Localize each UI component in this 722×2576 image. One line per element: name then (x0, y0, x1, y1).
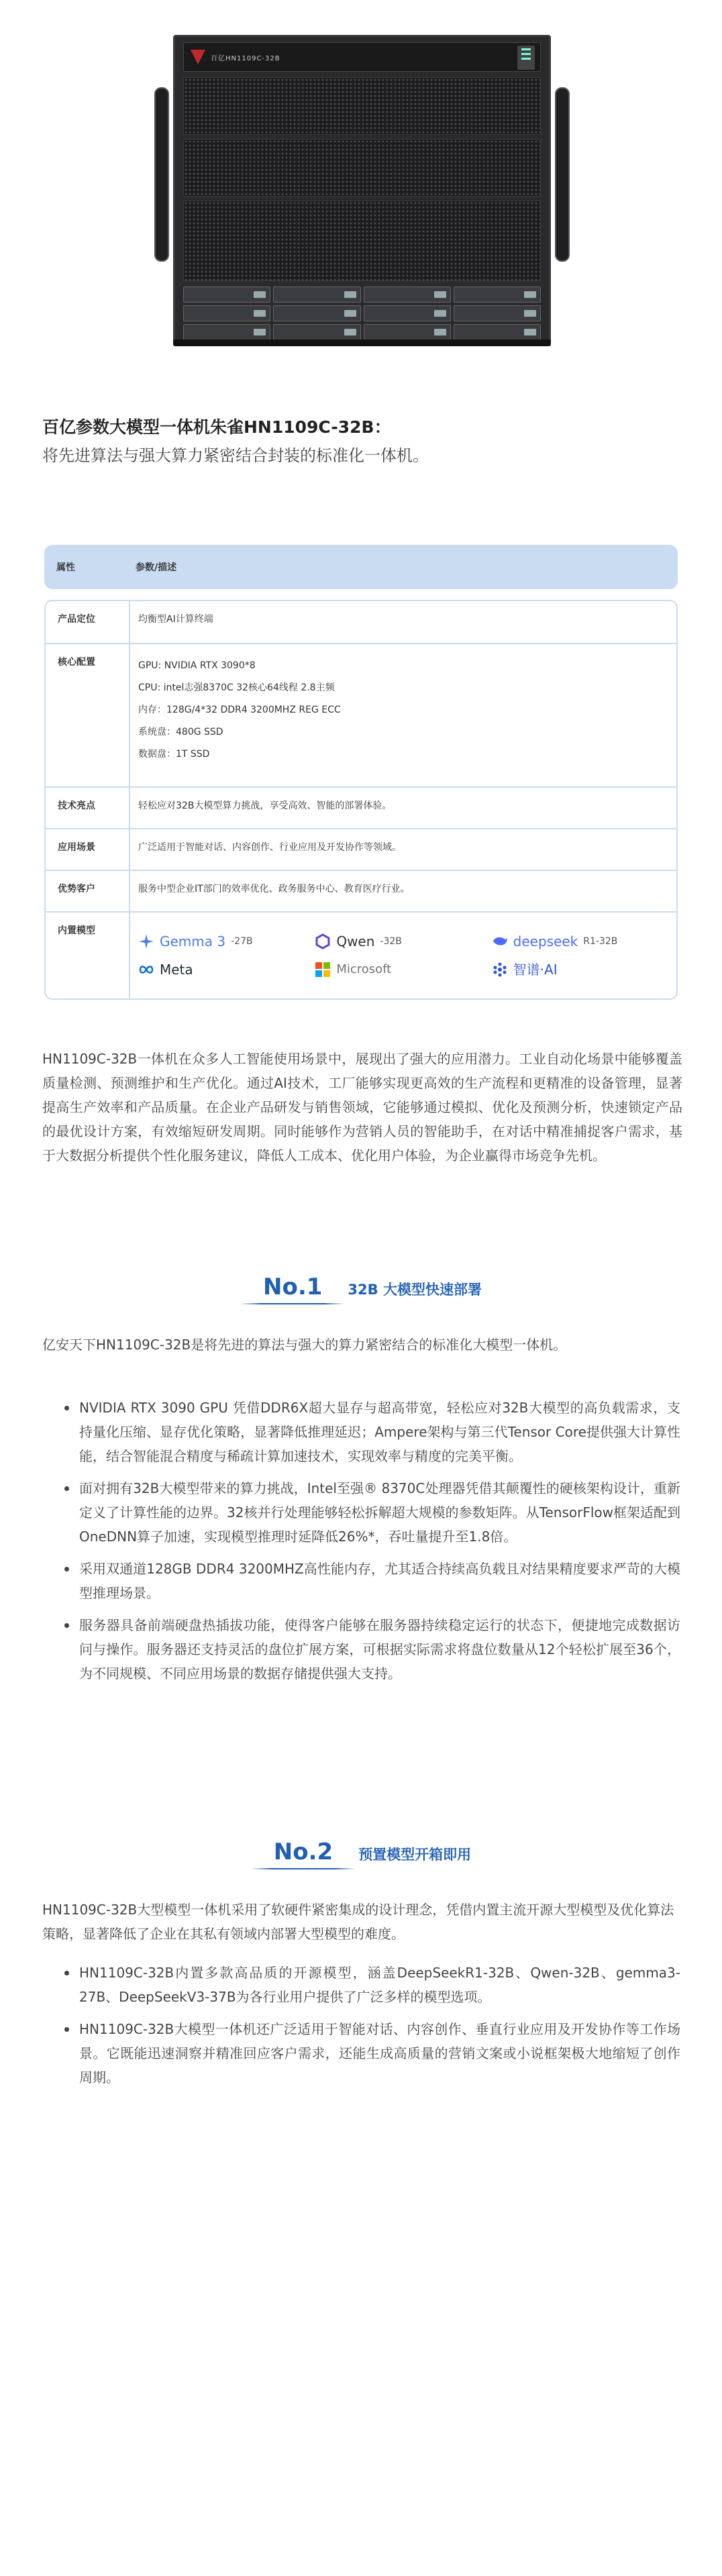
model-logos (138, 923, 668, 988)
server-base (173, 340, 551, 346)
model-name: Microsoft (336, 962, 392, 976)
sparkle-icon (138, 933, 154, 949)
drive-bay (273, 324, 360, 340)
page-title: 百亿参数大模型一体机朱雀HN1109C-32B： (42, 417, 391, 437)
section-2-title (0, 1839, 722, 1869)
drive-bay (273, 305, 360, 321)
row-value (130, 913, 676, 998)
row-value: 广泛适用于智能对话、内容创作、行业应用及开发协作等领域。 (138, 842, 401, 853)
model-version: -32B (380, 936, 402, 947)
model-name: Meta (160, 962, 193, 978)
server-chassis (173, 35, 551, 342)
row-value: 轻松应对32B大模型算力挑战，享受高效、智能的部署体验。 (138, 801, 392, 811)
row-value: 均衡型AI计算终端 (138, 614, 213, 625)
brand-logo-icon (191, 50, 205, 64)
section-name: 32B 大模型快速部署 (348, 1282, 482, 1298)
table-row (46, 788, 676, 829)
header-description: 参数/描述 (136, 562, 177, 573)
drive-bay (183, 287, 270, 303)
section-2-bullets (64, 1961, 680, 2098)
row-key: 应用场景 (46, 829, 130, 870)
model-qwen (315, 933, 491, 949)
page-subtitle: 将先进算法与强大算力紧密结合封装的标准化一体机。 (42, 446, 429, 465)
table-row (46, 601, 676, 644)
vent-grille (183, 139, 541, 197)
model-deepseek (492, 933, 668, 949)
row-key: 技术亮点 (46, 788, 130, 828)
list-item: NVIDIA RTX 3090 GPU 凭借DDR6X超大显存与超高带宽，轻松应对32B大模型的高负载需求，支持量化压缩、显存优化策略，显著降低推理延迟；Ampere架构与第三代Tensor Core提供强大计算性能，结合智能混合精度与稀疏计算加速技术，实现效率与精度的完美平衡。 (64, 1396, 680, 1468)
section-2-lead: HN1109C-32B大型模型一体机采用了软硬件紧密集成的设计理念，凭借内置主流开源大型模型及优化算法策略，显著降低了企业在其私有领域内部署大型模型的难度。 (42, 1902, 674, 1942)
drive-bay (183, 305, 270, 321)
model-version: R1-32B (583, 936, 618, 947)
spec-table-body (44, 600, 678, 1000)
drive-bay (454, 305, 541, 321)
dots-cluster-icon (492, 962, 508, 978)
table-row (46, 913, 676, 998)
whale-icon (492, 933, 508, 949)
section-1-bullets (64, 1396, 680, 1694)
model-name: 智谱·AI (513, 962, 558, 978)
drive-bay (454, 324, 541, 340)
model-version: -27B (231, 936, 253, 947)
row-key: 优势客户 (46, 871, 130, 911)
server-image (0, 0, 722, 376)
model-name: Qwen (336, 933, 375, 949)
vent-grille (183, 77, 541, 135)
list-item: HN1109C-32B内置多款高品质的开源模型，涵盖DeepSeekR1-32B、Qwen-32B、gemma3-27B、DeepSeekV3-37B为各行业用户提供了广泛多样的模型选项。 (64, 1961, 680, 2009)
status-panel-icon (517, 46, 535, 70)
table-row (46, 644, 676, 788)
vent-grille (183, 201, 541, 281)
config-line: 数据盘：1T SSD (138, 749, 210, 760)
model-gemma (138, 933, 315, 949)
spec-table (44, 545, 678, 1000)
section-number: No.2 (251, 1839, 356, 1869)
list-item: 采用双通道128GB DDR4 3200MHZ高性能内存，尤其适合持续高负载且对结果精度要求严苛的大模型推理场景。 (64, 1557, 680, 1605)
list-item: HN1109C-32B大模型一体机还广泛适用于智能对话、内容创作、垂直行业应用及开发协作等工作场景。它既能迅速洞察并精准回应客户需求，还能生成高质量的营销文案或小说框架极大地缩短了创作周期。 (64, 2017, 680, 2090)
infinity-icon (138, 962, 154, 978)
drive-bay (183, 324, 270, 340)
row-value: 服务中型企业IT部门的效率优化、政务服务中心、教育医疗行业。 (138, 884, 410, 894)
model-name: deepseek (513, 933, 578, 949)
table-row (46, 829, 676, 871)
section-name: 预置模型开箱即用 (358, 1847, 472, 1863)
row-key: 核心配置 (46, 644, 130, 786)
drive-bays (183, 287, 541, 340)
intro-paragraph: HN1109C-32B一体机在众多人工智能使用场景中，展现出了强大的应用潜力。工业自动化场景中能够覆盖质量检测、预测维护和生产优化。通过AI技术，工厂能够实现更高效的生产流程和更精准的设备管理，显著提高生产效率和产品质量。在企业产品研发与销售领域，它能够通过模拟、优化及预测分析，快速锁定产品的最优设计方案，有效缩短研发周期。同时能够作为营销人员的智能助手，在对话中精准捕捉客户需求，基于大数据分析提供个性化服务建议，降低人工成本、优化用户体验，为企业赢得市场竞争先机。 (42, 1051, 682, 1164)
section-1-title (0, 1274, 722, 1304)
row-key: 内置模型 (46, 913, 130, 998)
model-name: Gemma 3 (160, 933, 226, 949)
config-line: 内存：128G/4*32 DDR4 3200MHZ REG ECC (138, 705, 341, 715)
list-item: 服务器具备前端硬盘热插拔功能，使得客户能够在服务器持续稳定运行的状态下，便捷地完成数据访问与操作。服务器还支持灵活的盘位扩展方案，可根据实际需求将盘位数量从12个轻松扩展至36个，为不同规模、不同应用场景的数据存储提供强大支持。 (64, 1613, 680, 1686)
config-line: CPU: intel志强8370C 32核心64线程 2.8主频 (138, 682, 335, 693)
model-zhipu (492, 962, 668, 978)
drive-bay (273, 287, 360, 303)
row-key: 产品定位 (46, 601, 130, 643)
drive-bay (364, 287, 451, 303)
spec-table-header (44, 545, 678, 589)
config-line: 系统盘：480G SSD (138, 727, 223, 737)
qwen-logo-icon (315, 933, 331, 949)
left-handle (154, 87, 169, 262)
model-meta (138, 962, 315, 978)
server-brand-label: 百亿HN1109C-32B (211, 55, 280, 62)
model-microsoft (315, 962, 491, 978)
table-row (46, 871, 676, 913)
list-item: 面对拥有32B大模型带来的算力挑战，Intel至强® 8370C处理器凭借其颠覆性的硬核架构设计，重新定义了计算性能的边界。32核并行处理能够轻松拆解超大规模的参数矩阵。从TensorFlow框架适配到OneDNN算子加速，实现模型推理时延降低26%*，吞吐量提升至1.8倍。 (64, 1476, 680, 1549)
headline (42, 415, 680, 468)
drive-bay (364, 305, 451, 321)
section-1-lead: 亿安天下HN1109C-32B是将先进的算法与强大的算力紧密结合的标准化大模型一体机。 (42, 1337, 567, 1353)
right-handle (555, 87, 570, 262)
server-front-panel (183, 42, 541, 72)
config-line: GPU: NVIDIA RTX 3090*8 (138, 660, 256, 671)
section-number: No.1 (240, 1274, 345, 1304)
windows-squares-icon (315, 962, 331, 978)
drive-bay (364, 324, 451, 340)
drive-bay (454, 287, 541, 303)
header-attribute: 属性 (56, 562, 75, 573)
config-lines (130, 644, 676, 786)
